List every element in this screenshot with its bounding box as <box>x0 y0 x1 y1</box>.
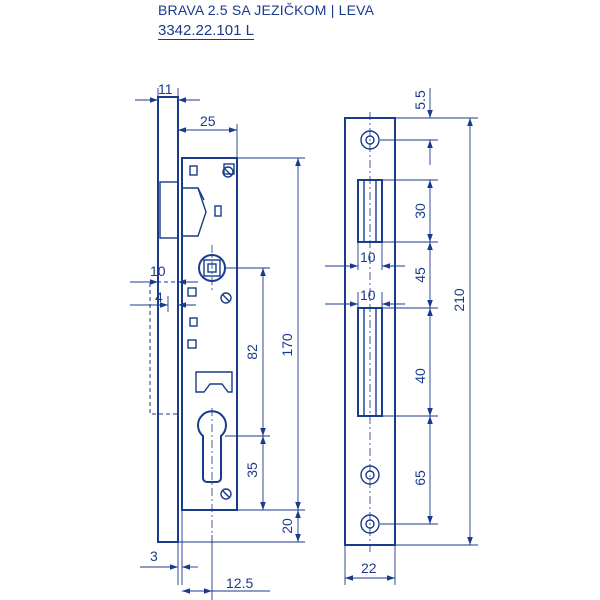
dim-22: 22 <box>361 560 377 576</box>
side-view <box>325 88 478 585</box>
dim-82: 82 <box>244 344 260 360</box>
dim-30: 30 <box>412 203 428 219</box>
drawing-title: BRAVA 2.5 SA JEZIČKOM | LEVA <box>158 2 375 18</box>
dim-5-5: 5.5 <box>412 90 428 110</box>
dim-40: 40 <box>412 368 428 384</box>
dim-170: 170 <box>279 333 295 357</box>
latch-tongue <box>160 182 178 238</box>
lock-case <box>182 158 237 510</box>
dim-10-side-upper: 10 <box>360 249 376 265</box>
dim-3: 3 <box>150 548 158 564</box>
product-code: 3342.22.101 L <box>158 22 254 39</box>
dim-20: 20 <box>279 518 295 534</box>
dim-4: 4 <box>155 289 163 305</box>
dim-12-5: 12.5 <box>226 575 254 591</box>
dim-11: 11 <box>158 81 173 97</box>
dim-25: 25 <box>200 113 216 129</box>
dim-210: 210 <box>451 288 467 312</box>
dim-45: 45 <box>412 267 428 283</box>
dim-10-front: 10 <box>150 263 166 279</box>
faceplate <box>158 97 178 542</box>
dim-10-side-lower: 10 <box>360 287 376 303</box>
front-view <box>130 81 305 600</box>
dim-65: 65 <box>412 470 428 486</box>
dim-35: 35 <box>244 462 260 478</box>
